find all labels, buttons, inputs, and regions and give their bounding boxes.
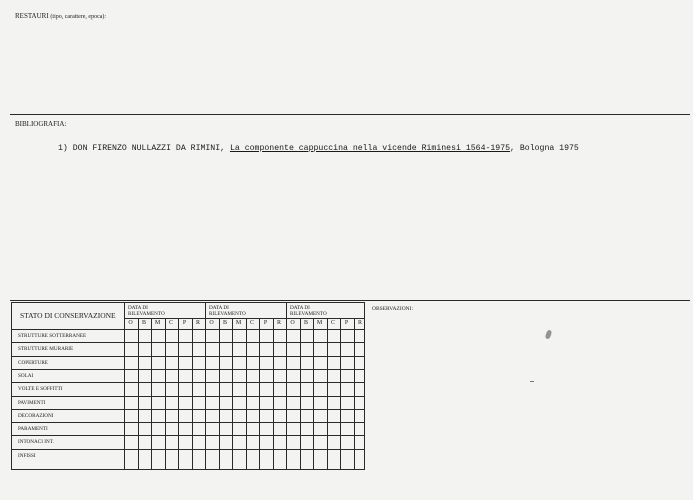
row-divider — [12, 356, 364, 357]
group-divider — [286, 303, 287, 469]
column-divider — [313, 318, 314, 469]
date-group-header-line2: RILEVAMENTO — [128, 311, 165, 317]
status-column-r: R — [276, 320, 281, 326]
row-divider — [12, 329, 364, 330]
status-column-b: B — [303, 320, 308, 326]
row-label-7: PARAMENTI — [18, 426, 48, 433]
observations-label: OBSERVAZIONI: — [372, 306, 414, 312]
date-group-header-line2: RILEVAMENTO — [290, 311, 327, 317]
status-column-c: C — [168, 320, 173, 326]
status-column-m: M — [316, 320, 323, 326]
row-label-8: INTONACI INT. — [18, 439, 54, 446]
ink-mark — [545, 329, 553, 339]
row-divider — [12, 435, 364, 436]
date-group-header — [290, 305, 327, 317]
date-group-header-line1: DATA DI — [209, 305, 229, 311]
column-divider — [219, 318, 220, 469]
row-divider — [12, 382, 364, 383]
row-label-4: VOLTE E SOFFITTI — [18, 386, 63, 393]
column-divider — [151, 318, 152, 469]
status-column-o: O — [290, 320, 295, 326]
row-divider — [12, 409, 364, 410]
column-divider — [300, 318, 301, 469]
row-divider — [12, 449, 364, 450]
column-divider — [165, 318, 166, 469]
restauri-label — [15, 12, 106, 20]
conservation-table — [11, 302, 365, 470]
status-column-o: O — [209, 320, 214, 326]
status-column-m: M — [154, 320, 161, 326]
conservation-header: STATO DI CONSERVAZIONE — [20, 311, 116, 320]
header-divider — [124, 318, 364, 319]
row-label-3: SOLAI — [18, 372, 34, 379]
date-group-header — [128, 305, 165, 317]
date-group-header-line1: DATA DI — [290, 305, 310, 311]
column-divider — [246, 318, 247, 469]
status-column-o: O — [128, 320, 133, 326]
date-group-header-line1: DATA DI — [128, 305, 148, 311]
status-column-b: B — [141, 320, 146, 326]
column-divider — [354, 318, 355, 469]
row-divider — [12, 369, 364, 370]
bibliografia-entry — [58, 144, 579, 153]
date-group-header-line2: RILEVAMENTO — [209, 311, 246, 317]
row-divider — [12, 396, 364, 397]
row-label-1: STRUTTURE MURARIE — [18, 346, 74, 353]
entry-author: 1) DON FIRENZO NULLAZZI DA RIMINI, — [58, 144, 226, 153]
section-divider-top — [10, 114, 690, 115]
status-column-c: C — [330, 320, 335, 326]
date-group-header — [209, 305, 246, 317]
column-divider — [178, 318, 179, 469]
group-divider — [205, 303, 206, 469]
restauri-subtitle: (tipo, carattere, epoca): — [50, 14, 107, 20]
ink-dash — [530, 381, 534, 382]
status-column-r: R — [195, 320, 200, 326]
column-divider — [138, 318, 139, 469]
status-column-p: P — [182, 320, 187, 326]
row-label-5: PAVIMENTI — [18, 399, 46, 406]
restauri-title: RESTAURI — [15, 12, 49, 20]
status-column-c: C — [249, 320, 254, 326]
row-label-9: INFISSI — [18, 452, 36, 459]
status-column-p: P — [263, 320, 268, 326]
bibliografia-label: BIBLIOGRAFIA: — [15, 120, 67, 128]
column-divider — [232, 318, 233, 469]
row-divider — [12, 342, 364, 343]
row-label-0: STRUTTURE SOTTERRANEE — [18, 333, 87, 339]
column-divider — [273, 318, 274, 469]
row-label-2: COPERTURE — [18, 359, 48, 366]
status-column-r: R — [357, 320, 362, 326]
row-label-6: DECORAZIONI — [18, 412, 54, 419]
status-column-p: P — [344, 320, 349, 326]
entry-publication: , Bologna 1975 — [510, 144, 579, 153]
column-divider — [327, 318, 328, 469]
status-column-m: M — [235, 320, 242, 326]
section-divider-bottom — [10, 300, 690, 301]
entry-title: La componente cappuccina nella vicende Riminesi 1564-1975 — [229, 144, 511, 153]
column-divider — [259, 318, 260, 469]
column-divider — [340, 318, 341, 469]
label-column-divider — [124, 303, 125, 469]
row-divider — [12, 422, 364, 423]
status-column-b: B — [222, 320, 227, 326]
column-divider — [192, 318, 193, 469]
